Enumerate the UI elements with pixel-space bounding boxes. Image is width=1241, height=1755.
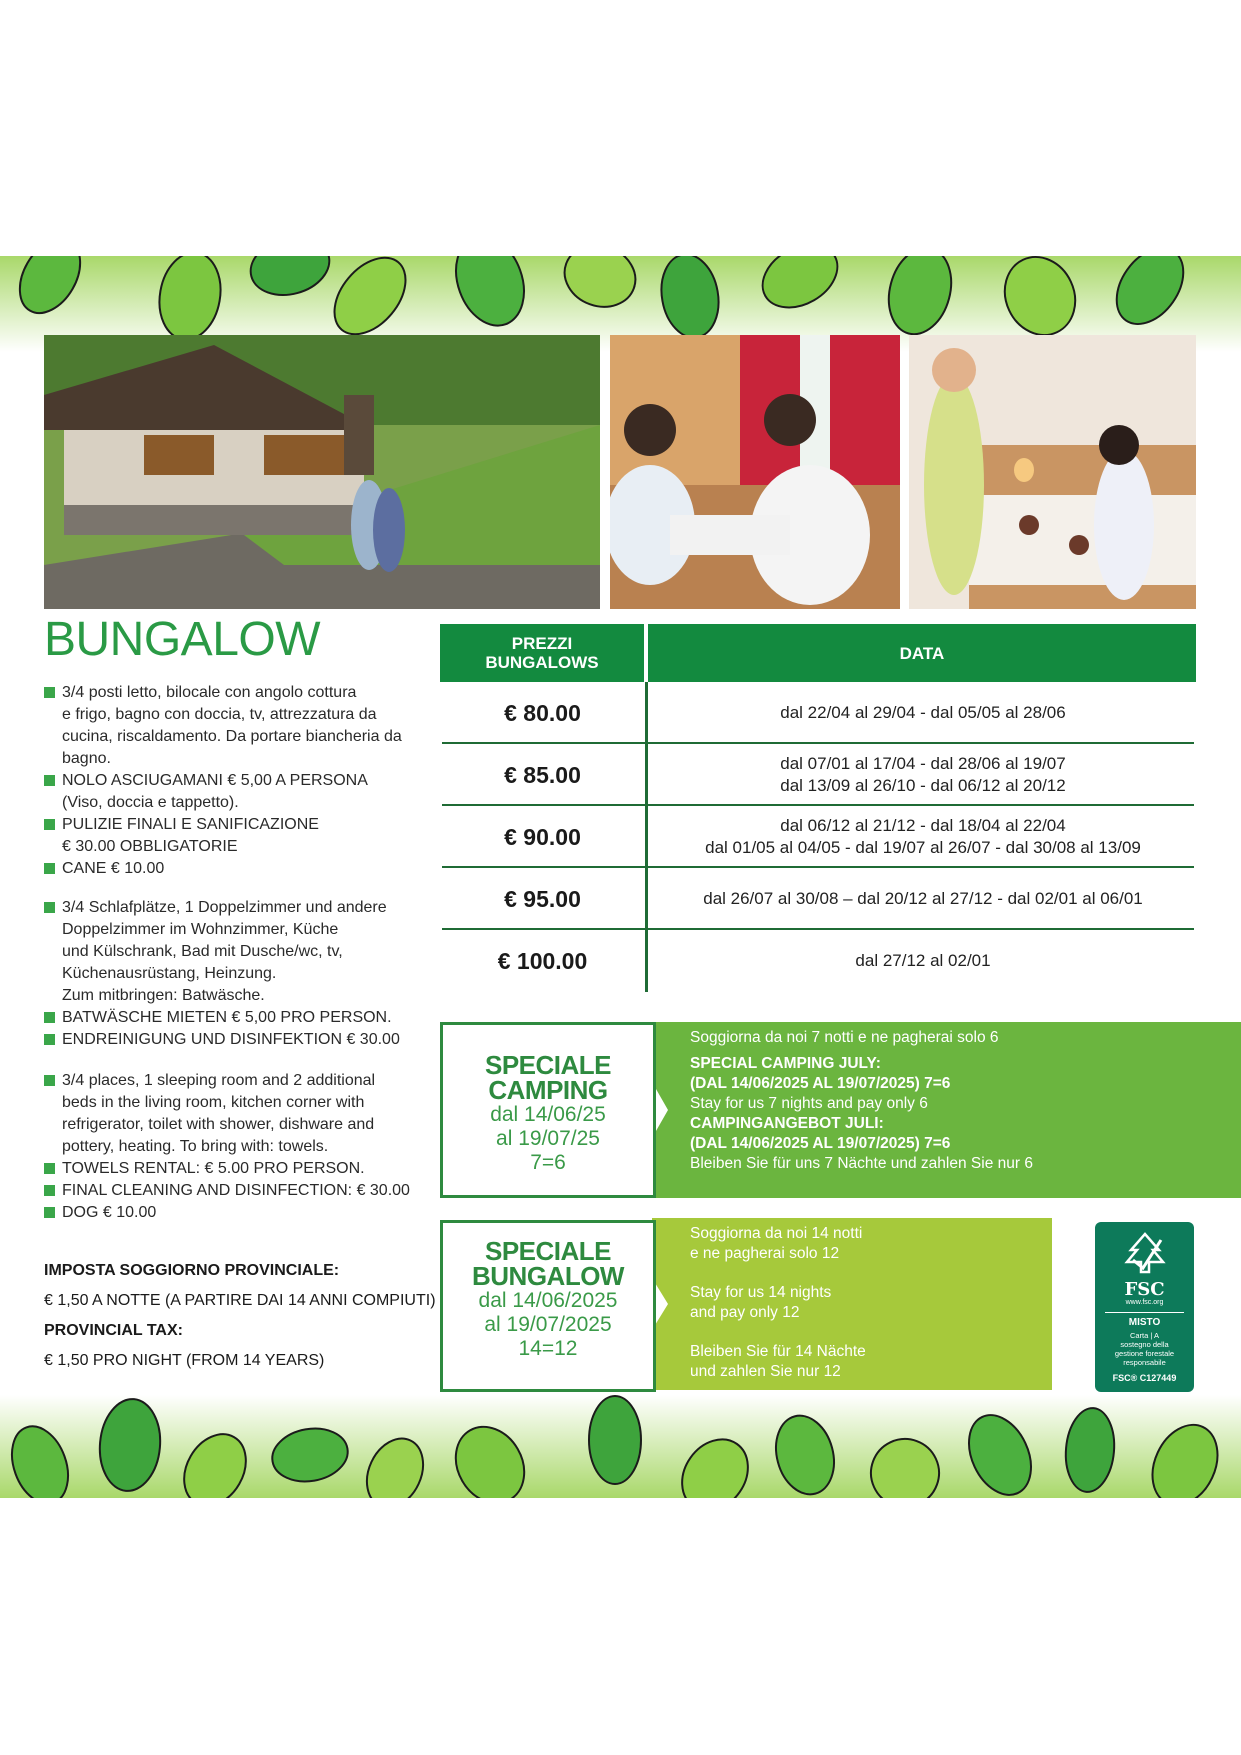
dates-cell	[650, 806, 1196, 868]
description-en-line: pottery, heating. To bring with: towels.	[62, 1138, 329, 1155]
fsc-brand: FSC	[1124, 1279, 1165, 1300]
date-range-line: dal 07/01 al 17/04 - dal 28/06 al 19/07	[780, 754, 1066, 773]
description-it-line: € 30.00 OBBLIGATORIE	[62, 838, 238, 855]
fsc-claim-line: gestione forestale	[1114, 1349, 1175, 1358]
special-camping-ratio: 7=6	[530, 1151, 566, 1174]
description-it-line: (Viso, doccia e tappetto).	[62, 794, 239, 811]
special-camping-box	[440, 1022, 656, 1198]
special-bungalow-to: al 19/07/2025	[484, 1313, 612, 1336]
dates-cell	[650, 930, 1196, 992]
tax-info	[44, 1262, 444, 1382]
tax-it-value: € 1,50 A NOTTE (A PARTIRE DAI 14 ANNI COMPIUTI)	[44, 1292, 436, 1309]
tax-it-label: IMPOSTA SOGGIORNO PROVINCIALE:	[44, 1262, 340, 1279]
special-bungalow-text-line: Bleiben Sie für 14 Nächte	[690, 1343, 866, 1360]
special-camping-text-line: Bleiben Sie für uns 7 Nächte und zahlen Sie nur 6	[690, 1155, 1033, 1172]
price-cell: € 90.00	[504, 823, 581, 850]
special-bungalow-ratio: 14=12	[518, 1337, 578, 1360]
description-it-line: PULIZIE FINALI E SANIFICAZIONE	[44, 814, 424, 836]
fsc-logo	[1095, 1222, 1194, 1392]
date-range-line: dal 01/05 al 04/05 - dal 19/07 al 26/07 - dal 30/08 al 13/09	[705, 838, 1141, 857]
bottom-leaf-decoration	[0, 1395, 1241, 1498]
price-cell: € 95.00	[504, 885, 581, 912]
description-it-line: e frigo, bagno con doccia, tv, attrezzatura da	[62, 706, 377, 723]
special-camping-text-line: Soggiorna da noi 7 notti e ne pagherai solo 6	[690, 1029, 999, 1046]
tax-en-value: € 1,50 PRO NIGHT (FROM 14 YEARS)	[44, 1352, 325, 1369]
special-camping-text-line: SPECIAL CAMPING JULY:	[690, 1055, 881, 1072]
description-english	[44, 1070, 424, 1224]
description-en-line: 3/4 places, 1 sleeping room and 2 additional	[44, 1070, 424, 1092]
table-row	[440, 682, 1196, 744]
description-it-line: bagno.	[62, 750, 111, 767]
description-de-line: Doppelzimmer im Wohnzimmer, Küche	[62, 921, 339, 938]
description-it-line: 3/4 posti letto, bilocale con angolo cottura	[44, 682, 424, 704]
header-price-line2: BUNGALOWS	[485, 653, 599, 672]
special-bungalow-text-line: Soggiorna da noi 14 notti	[690, 1225, 863, 1242]
header-date: DATA	[648, 624, 1196, 682]
date-range-line: dal 22/04 al 29/04 - dal 05/05 al 28/06	[780, 703, 1066, 722]
special-camping-text-line: (DAL 14/06/2025 AL 19/07/2025) 7=6	[690, 1135, 951, 1152]
tree-check-icon	[1115, 1230, 1175, 1276]
special-bungalow-text-line: Stay for us 14 nights	[690, 1284, 832, 1301]
price-cell: € 100.00	[497, 947, 588, 974]
description-en-line: refrigerator, toilet with shower, dishware and	[62, 1116, 375, 1133]
description-it-line: NOLO ASCIUGAMANI € 5,00 A PERSONA	[44, 770, 424, 792]
description-it-line: CANE € 10.00	[44, 858, 424, 880]
fsc-claim-line: sostegno della	[1120, 1340, 1169, 1349]
special-camping-text-line: CAMPINGANGEBOT JULI:	[690, 1115, 884, 1132]
description-italian	[44, 682, 424, 880]
header-price	[440, 624, 644, 682]
special-bungalow-title1: SPECIALE	[484, 1236, 612, 1266]
description-de-line: ENDREINIGUNG UND DISINFEKTION € 30.00	[44, 1029, 424, 1051]
fsc-url: www.fsc.org	[1125, 1299, 1164, 1306]
dates-cell	[650, 868, 1196, 930]
description-de-line: und Külschrank, Bad mit Dusche/wc, tv,	[62, 943, 343, 960]
special-camping-to: al 19/07/25	[496, 1127, 600, 1150]
date-range-line: dal 06/12 al 21/12 - dal 18/04 al 22/04	[780, 816, 1066, 835]
header-price-line1: PREZZI	[511, 634, 573, 653]
photo-bungalow-exterior	[44, 335, 600, 609]
special-camping-text-line: (DAL 14/06/2025 AL 19/07/2025) 7=6	[690, 1075, 951, 1092]
special-camping-panel	[652, 1022, 1241, 1198]
description-de-line: BATWÄSCHE MIETEN € 5,00 PRO PERSON.	[44, 1007, 424, 1029]
page-title: BUNGALOW	[44, 613, 321, 666]
special-bungalow-text-line: e ne pagherai solo 12	[690, 1245, 840, 1262]
special-bungalow-text-line: and pay only 12	[690, 1304, 800, 1321]
special-camping-title1: SPECIALE	[484, 1050, 612, 1080]
special-bungalow-box	[440, 1220, 656, 1392]
special-bungalow-text-line: und zahlen Sie nur 12	[690, 1363, 841, 1380]
description-en-line: FINAL CLEANING AND DISINFECTION: € 30.00	[44, 1180, 424, 1202]
dates-cell	[650, 744, 1196, 806]
price-cell: € 85.00	[504, 761, 581, 788]
description-de-line: Küchenausrüstang, Heinzung.	[62, 965, 277, 982]
tax-en-label: PROVINCIAL TAX:	[44, 1322, 183, 1339]
photo-couple-bedroom	[909, 335, 1196, 609]
description-de-line: 3/4 Schlafplätze, 1 Doppelzimmer und andere	[44, 897, 424, 919]
table-row	[440, 806, 1196, 868]
special-bungalow-panel	[652, 1218, 1052, 1390]
fsc-claim-line: Carta | A	[1129, 1331, 1160, 1340]
special-bungalow-title2: BUNGALOW	[472, 1261, 624, 1291]
table-row	[440, 868, 1196, 930]
photo-couple-breakfast	[610, 335, 900, 609]
fsc-category: MISTO	[1128, 1317, 1161, 1328]
table-row	[440, 930, 1196, 992]
description-en-line: beds in the living room, kitchen corner with	[62, 1094, 365, 1111]
description-german	[44, 897, 424, 1051]
description-en-line: TOWELS RENTAL: € 5.00 PRO PERSON.	[44, 1158, 424, 1180]
date-range-line: dal 26/07 al 30/08 – dal 20/12 al 27/12 - dal 02/01 al 06/01	[703, 889, 1143, 908]
special-bungalow-from: dal 14/06/2025	[478, 1289, 618, 1312]
price-cell: € 80.00	[504, 699, 581, 726]
date-range-line: dal 13/09 al 26/10 - dal 06/12 al 20/12	[780, 776, 1066, 795]
description-de-line: Zum mitbringen: Batwäsche.	[62, 987, 265, 1004]
special-camping-from: dal 14/06/25	[490, 1103, 606, 1126]
description-en-line: DOG € 10.00	[44, 1202, 424, 1224]
table-row	[440, 744, 1196, 806]
dates-cell	[650, 682, 1196, 744]
description-it-line: cucina, riscaldamento. Da portare biancheria da	[62, 728, 402, 745]
date-range-line: dal 27/12 al 02/01	[855, 951, 991, 970]
fsc-claim-line: responsabile	[1123, 1358, 1166, 1367]
special-camping-text-line: Stay for us 7 nights and pay only 6	[690, 1095, 928, 1112]
fsc-code: FSC® C127449	[1112, 1373, 1177, 1383]
special-camping-title2: CAMPING	[488, 1075, 608, 1105]
